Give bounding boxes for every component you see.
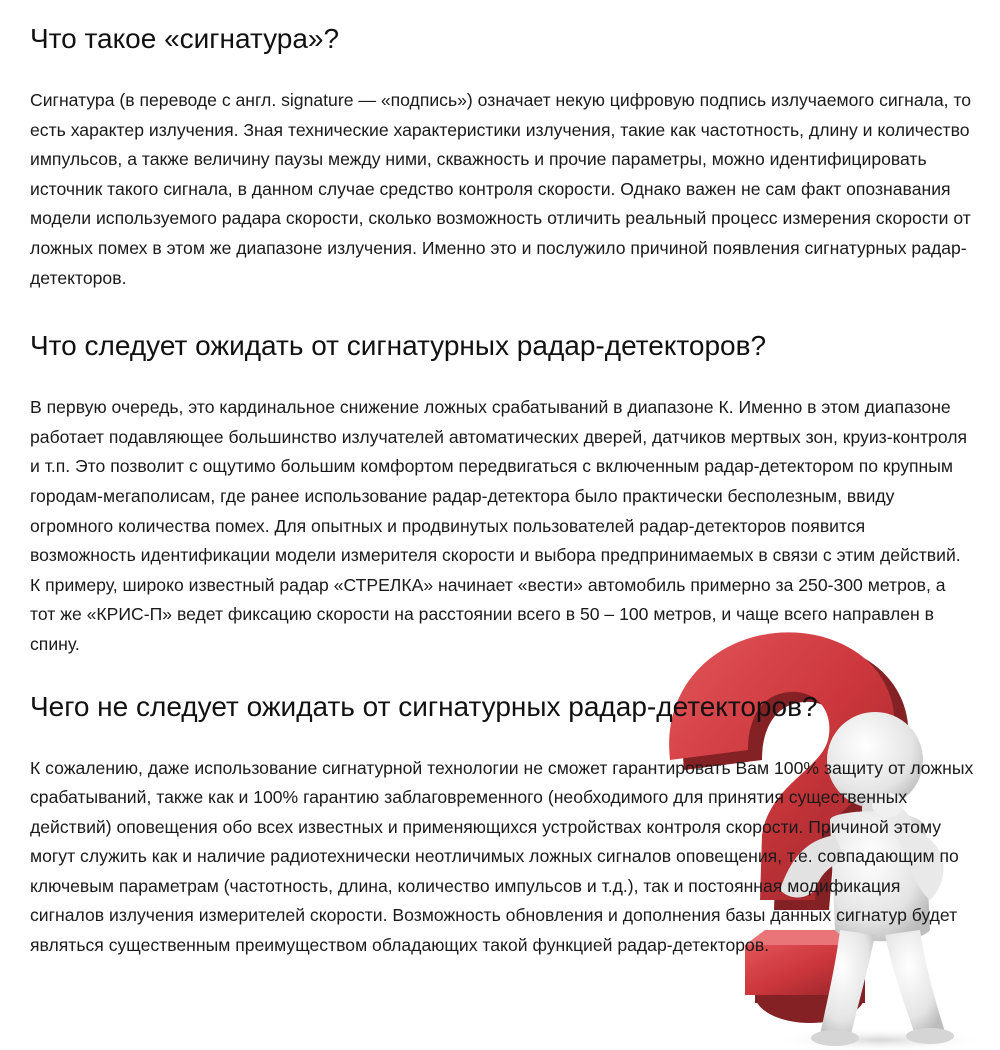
section-heading-expectations: Что следует ожидать от сигнатурных радар-детекторов? (30, 330, 767, 362)
section-body-expectations: В первую очередь, это кардинальное снижение ложных срабатываний в диапазоне К. Именно в этом диапазоне работает подавляющее большинство излучателей автоматических дверей, датчиков мертвых зон, круиз-контроля и т.п. Это позволит с ощутимо большим комфортом передвигаться с включенным радар-детектором по крупным городам-мегаполисам, где ранее использование радар-детектора было практически бесполезным, ввиду огромного количества помех. Для опытных и продвинутых пользователей радар-детекторов появится возможность идентификации модели измерителя скорости и выбора предпринимаемых в связи с этим действий. К примеру, широко известный радар «СТРЕЛКА» начинает «вести» автомобиль примерно за 250-300 метров, а тот же «КРИС-П» ведет фиксацию скорости на расстоянии всего в 50 – 100 метров, и чаще всего направлен в спину. (30, 397, 968, 654)
section-heading-signature: Что такое «сигнатура»? (30, 23, 340, 54)
section-heading-limitations: Чего не следует ожидать от сигнатурных радар-детекторов? (30, 690, 818, 722)
section-body-signature: Сигнатура (в переводе с англ. signature — «подпись») означает некую цифровую подпись излучаемого сигнала, то есть характер излучения. Зная технические характеристики излучения, такие как частотность, длину и количество импульсов, а также величину паузы между ними, скважность и прочие параметры, можно идентифицировать источник такого сигнала, в данном случае средство контроля скорости. Однако важен не сам факт опознавания модели используемого радара скорости, сколько возможность отличить реальный процесс измерения скорости от ложных помех в этом же диапазоне излучения. Именно это и послужило причиной появления сигнатурных радар-детекторов. (30, 90, 972, 288)
section-body-limitations: К сожалению, даже использование сигнатурной технологии не сможет гарантировать Вам 100% защиту от ложных срабатываний, также как и 100% гарантию заблаговременного (необходимого для принятия существенных действий) оповещения обо всех известных и применяющихся устройствах контроля скорости. Причиной этому могут служить как и наличие радиотехнически неотличимых ложных сигналов оповещения, т.е. совпадающим по ключевым параметрам (частотность, длина, количество импульсов и т.д.), так и постоянная модификация сигналов излучения измерителей скорости. Возможность обновления и дополнения базы данных сигнатур будет являться существенным преимуществом обладающих такой функцией радар-детекторов. (30, 757, 974, 956)
